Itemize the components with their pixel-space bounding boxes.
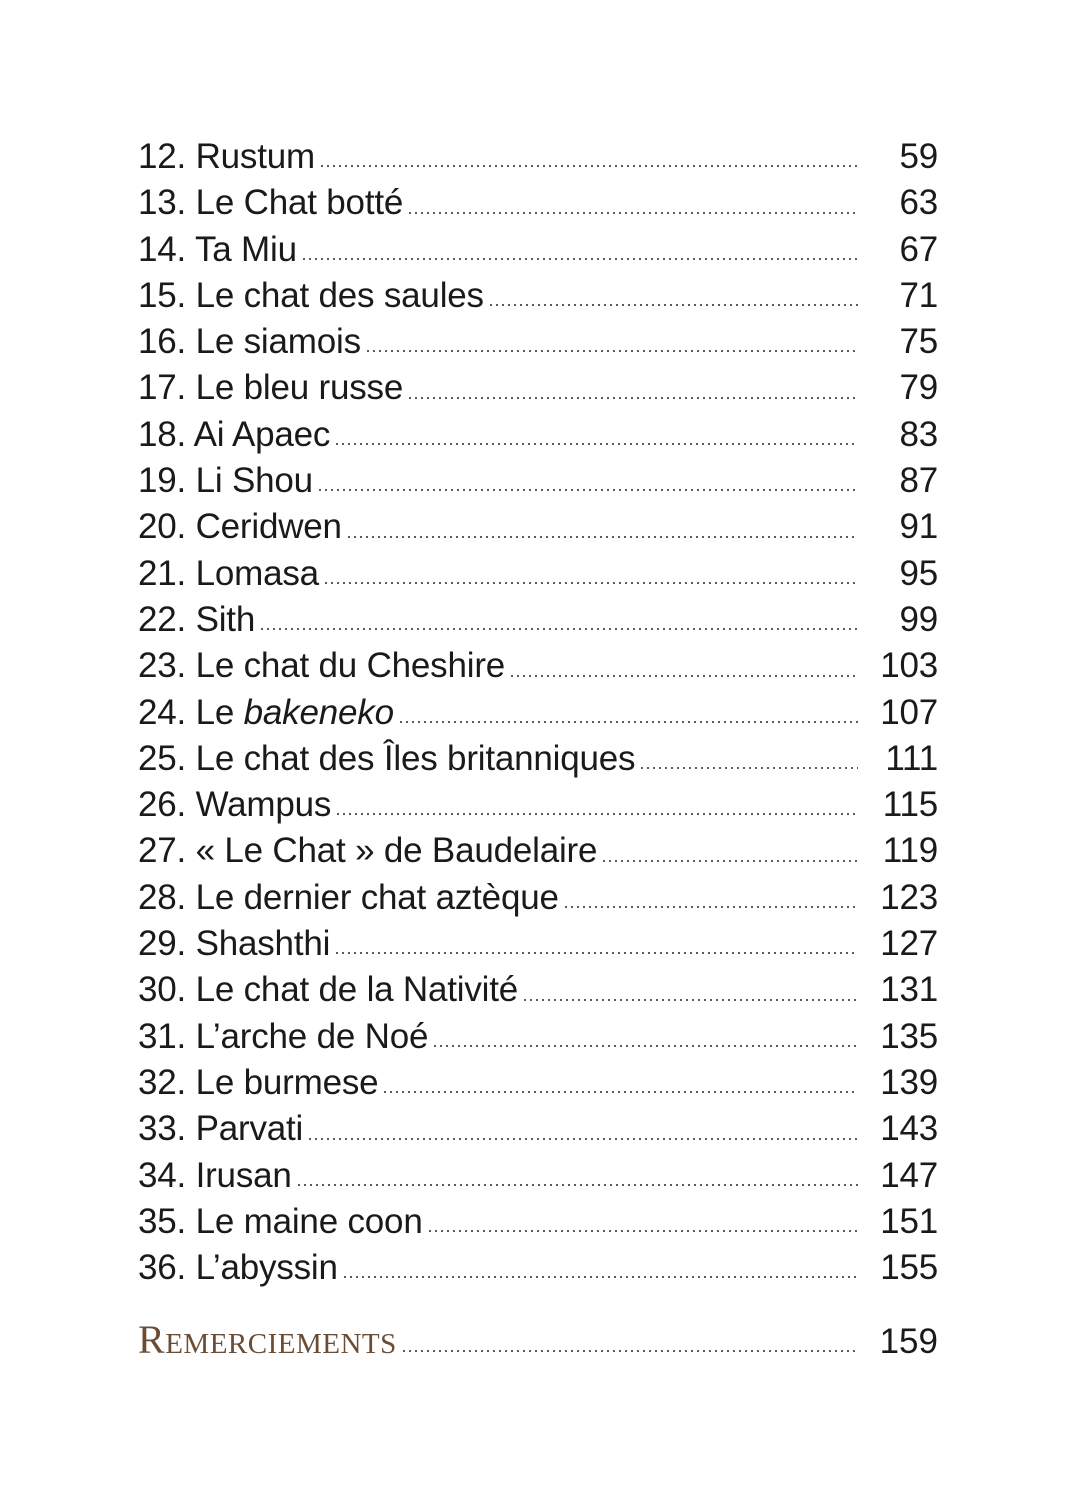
toc-entry-title: 26. Wampus: [138, 785, 332, 825]
toc-entry-title-prefix: 24. Le: [138, 692, 244, 732]
toc-entry-page: 91: [899, 507, 938, 547]
toc-entry: [138, 365, 938, 411]
toc-entry-title: 36. L’abyssin: [138, 1248, 338, 1288]
toc-entry-title: 15. Le chat des saules: [138, 275, 484, 315]
dot-leader: [382, 1090, 858, 1094]
toc-entry-title: 21. Lomasa: [138, 553, 319, 593]
toc-entry: [138, 967, 938, 1013]
dot-leader: [522, 998, 858, 1002]
dot-leader: [432, 1044, 858, 1048]
toc-entry: [138, 180, 938, 226]
toc-entry: [138, 1245, 938, 1291]
toc-entry: [138, 828, 938, 874]
toc-entry: [138, 1014, 938, 1060]
toc-entry-title: 12. Rustum: [138, 137, 315, 176]
toc-entry: [138, 134, 938, 180]
acknowledgements-title: [138, 1314, 397, 1370]
dot-leader: [307, 1137, 858, 1141]
toc-entry: [138, 319, 938, 365]
toc-entry: [138, 1106, 938, 1152]
toc-entry: [138, 690, 938, 736]
toc-entry-page: 127: [880, 924, 938, 964]
dot-leader: [401, 1349, 858, 1353]
toc-entry-page: 151: [880, 1201, 938, 1241]
toc-entry-page: 63: [899, 183, 938, 223]
toc-entry-page: 79: [899, 368, 938, 408]
toc-entry: [138, 273, 938, 319]
toc-entry-page: 131: [880, 970, 938, 1010]
toc-entry-title: 25. Le chat des Îles britanniques: [138, 738, 636, 778]
toc-entry: [138, 736, 938, 782]
dot-leader: [301, 257, 858, 261]
toc-entry-page: 139: [880, 1062, 938, 1102]
toc-entry-title: 17. Le bleu russe: [138, 368, 404, 408]
toc-entry-title: 31. L’arche de Noé: [138, 1016, 429, 1056]
toc-entry-title: 27. « Le Chat » de Baudelaire: [138, 831, 598, 871]
toc-entry-title: 30. Le chat de la Nativité: [138, 970, 519, 1010]
toc-entry: [138, 921, 938, 967]
toc-entry-page: 59: [899, 137, 938, 176]
toc-entry-page: 67: [899, 229, 938, 269]
dot-leader: [563, 905, 858, 909]
toc-entry-page: 83: [899, 414, 938, 454]
dot-leader: [398, 720, 858, 724]
toc-entry-page: 99: [899, 599, 938, 639]
dot-leader: [407, 396, 858, 400]
toc-entry-title: 18. Ai Apaec: [138, 414, 331, 454]
toc-entry-title: 19. Li Shou: [138, 461, 313, 501]
toc-entry-title: 34. Irusan: [138, 1155, 292, 1195]
toc-entry: [138, 227, 938, 273]
toc-entry-page: 87: [899, 461, 938, 501]
toc-entry-page: 123: [880, 877, 938, 917]
toc-entry-page: 135: [880, 1016, 938, 1056]
dot-leader: [639, 766, 858, 770]
dot-leader: [488, 303, 858, 307]
toc-entry-title: 35. Le maine coon: [138, 1201, 423, 1241]
toc-entry: [138, 504, 938, 550]
toc-entry-title-italic: bakeneko: [243, 692, 394, 732]
dot-leader: [407, 211, 858, 215]
dot-leader: [427, 1229, 858, 1233]
dot-leader: [319, 164, 858, 168]
toc-entry-acknowledgements: [138, 1314, 938, 1366]
toc-entry-title: 14. Ta Miu: [138, 229, 297, 269]
toc-entry-title: 13. Le Chat botté: [138, 183, 404, 223]
toc-entry: [138, 875, 938, 921]
toc-list: [138, 134, 938, 1291]
toc-entry-title: 28. Le dernier chat aztèque: [138, 877, 559, 917]
toc-entry: [138, 782, 938, 828]
dot-leader: [365, 349, 858, 353]
toc-entry: [138, 1060, 938, 1106]
toc-entry-title: [138, 690, 394, 736]
toc-entry: [138, 1199, 938, 1245]
toc-entry: [138, 643, 938, 689]
dot-leader: [323, 581, 858, 585]
toc-entry-title: 23. Le chat du Cheshire: [138, 646, 506, 686]
toc-entry-page: 143: [880, 1109, 938, 1149]
toc-entry-page: 155: [880, 1248, 938, 1288]
toc-entry-title: 22. Sith: [138, 599, 256, 639]
toc-entry-page: 111: [885, 738, 938, 778]
toc-entry: [138, 1153, 938, 1199]
toc-entry-page: 95: [899, 553, 938, 593]
toc-entry-page: 75: [899, 322, 938, 362]
toc-entry-page: 103: [880, 646, 938, 686]
acknowledgements-page: 159: [879, 1322, 938, 1361]
toc-entry: [138, 597, 938, 643]
toc-entry-title: 32. Le burmese: [138, 1062, 379, 1102]
acknowledgements-title-initial: R: [138, 1317, 166, 1362]
acknowledgements-title-rest: EMERCIEMENTS: [165, 1328, 397, 1360]
toc-entry: [138, 458, 938, 504]
toc-entry-title: 29. Shashthi: [138, 924, 331, 964]
dot-leader: [296, 1183, 858, 1187]
dot-leader: [334, 951, 858, 955]
toc-entry: [138, 551, 938, 597]
toc-entry-title: 16. Le siamois: [138, 322, 361, 362]
dot-leader: [317, 488, 858, 492]
toc-entry-title: 20. Ceridwen: [138, 507, 342, 547]
dot-leader: [342, 1275, 858, 1279]
toc-entry-page: 147: [880, 1155, 938, 1195]
toc-entry-page: 119: [882, 831, 938, 871]
dot-leader: [259, 627, 858, 631]
dot-leader: [509, 674, 858, 678]
dot-leader: [334, 442, 858, 446]
toc-entry-page: 107: [880, 692, 938, 732]
toc-entry-title: 33. Parvati: [138, 1109, 304, 1149]
dot-leader: [601, 859, 858, 863]
toc-entry: [138, 412, 938, 458]
toc-entry-page: 71: [899, 275, 938, 315]
dot-leader: [346, 535, 858, 539]
dot-leader: [335, 812, 858, 816]
toc-entry-page: 115: [882, 785, 938, 825]
